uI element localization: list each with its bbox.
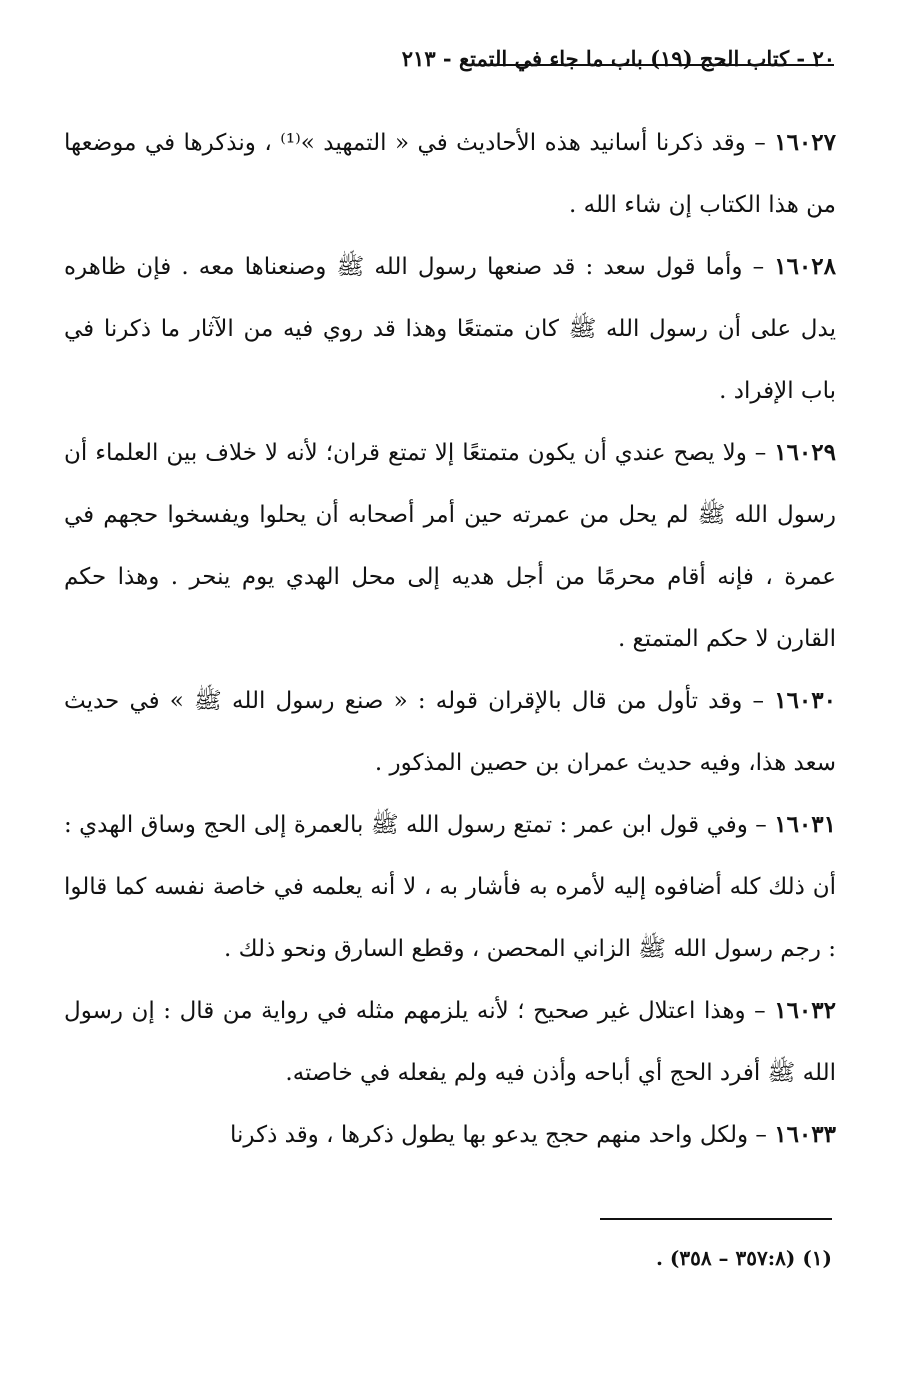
paragraph-16032	[64, 980, 836, 1104]
paragraph-number: ١٦٠٢٨	[774, 253, 836, 280]
paragraph-number: ١٦٠٢٩	[774, 439, 836, 466]
paragraph-16031	[64, 794, 836, 980]
paragraph-text: – وقد ذكرنا أسانيد هذه الأحاديث في « التمهيد »⁽¹⁾ ، ونذكرها في موضعها من هذا الكتاب إن شاء الله .	[64, 130, 836, 218]
footnote: (١) (٣٥٧:٨ – ٣٥٨) .	[655, 1246, 832, 1270]
paragraph-16030	[64, 670, 836, 794]
paragraph-text: – ولا يصح عندي أن يكون متمتعًا إلا تمتع قران؛ لأنه لا خلاف بين العلماء أن رسول الله ﷺ لم يحل من عمرته حين أمر أصحابه أن يحلوا ويفسخوا حجهم في عمرة ، فإنه أقام محرمًا من أجل هديه إلى محل الهدي يوم ينحر . وهذا حكم القارن لا حكم المتمتع .	[64, 440, 836, 652]
paragraph-number: ١٦٠٣٢	[774, 997, 836, 1024]
running-title: ٢٠ - كتاب الحج (١٩) باب ما جاء في التمتع - ٢١٣	[401, 45, 835, 71]
header-rule	[484, 64, 834, 66]
footnote-rule	[600, 1218, 832, 1220]
paragraph-text: – ولكل واحد منهم حجج يدعو بها يطول ذكرها ، وقد ذكرنا	[230, 1122, 775, 1148]
paragraph-text: – وأما قول سعد : قد صنعها رسول الله ﷺ وصنعناها معه . فإن ظاهره يدل على أن رسول الله ﷺ كان متمتعًا وهذا قد روي فيه من الآثار ما ذكرنا في باب الإفراد .	[64, 254, 836, 404]
running-header	[60, 40, 835, 76]
paragraph-16027	[64, 112, 836, 236]
paragraph-text: – وهذا اعتلال غير صحيح ؛ لأنه يلزمهم مثله في رواية من قال : إن رسول الله ﷺ أفرد الحج أي أباحه وأذن فيه ولم يفعله في خاصته.	[64, 998, 836, 1086]
paragraph-number: ١٦٠٣١	[774, 811, 836, 838]
paragraph-text: – وقد تأول من قال بالإقران قوله : « صنع رسول الله ﷺ » في حديث سعد هذا، وفيه حديث عمران بن حصين المذكور .	[64, 688, 836, 776]
paragraph-number: ١٦٠٢٧	[774, 129, 836, 156]
main-text	[64, 112, 836, 1166]
paragraph-16029	[64, 422, 836, 670]
paragraph-number: ١٦٠٣٠	[774, 687, 836, 714]
paragraph-number: ١٦٠٣٣	[774, 1121, 836, 1148]
paragraph-16028	[64, 236, 836, 422]
paragraph-16033	[64, 1104, 836, 1166]
paragraph-text: – وفي قول ابن عمر : تمتع رسول الله ﷺ بالعمرة إلى الحج وساق الهدي : أن ذلك كله أضافوه إليه لأمره به فأشار به ، لا أنه يعلمه في خاصة نفسه كما قالوا : رجم رسول الله ﷺ الزاني المحصن ، وقطع السارق ونحو ذلك .	[64, 812, 836, 962]
